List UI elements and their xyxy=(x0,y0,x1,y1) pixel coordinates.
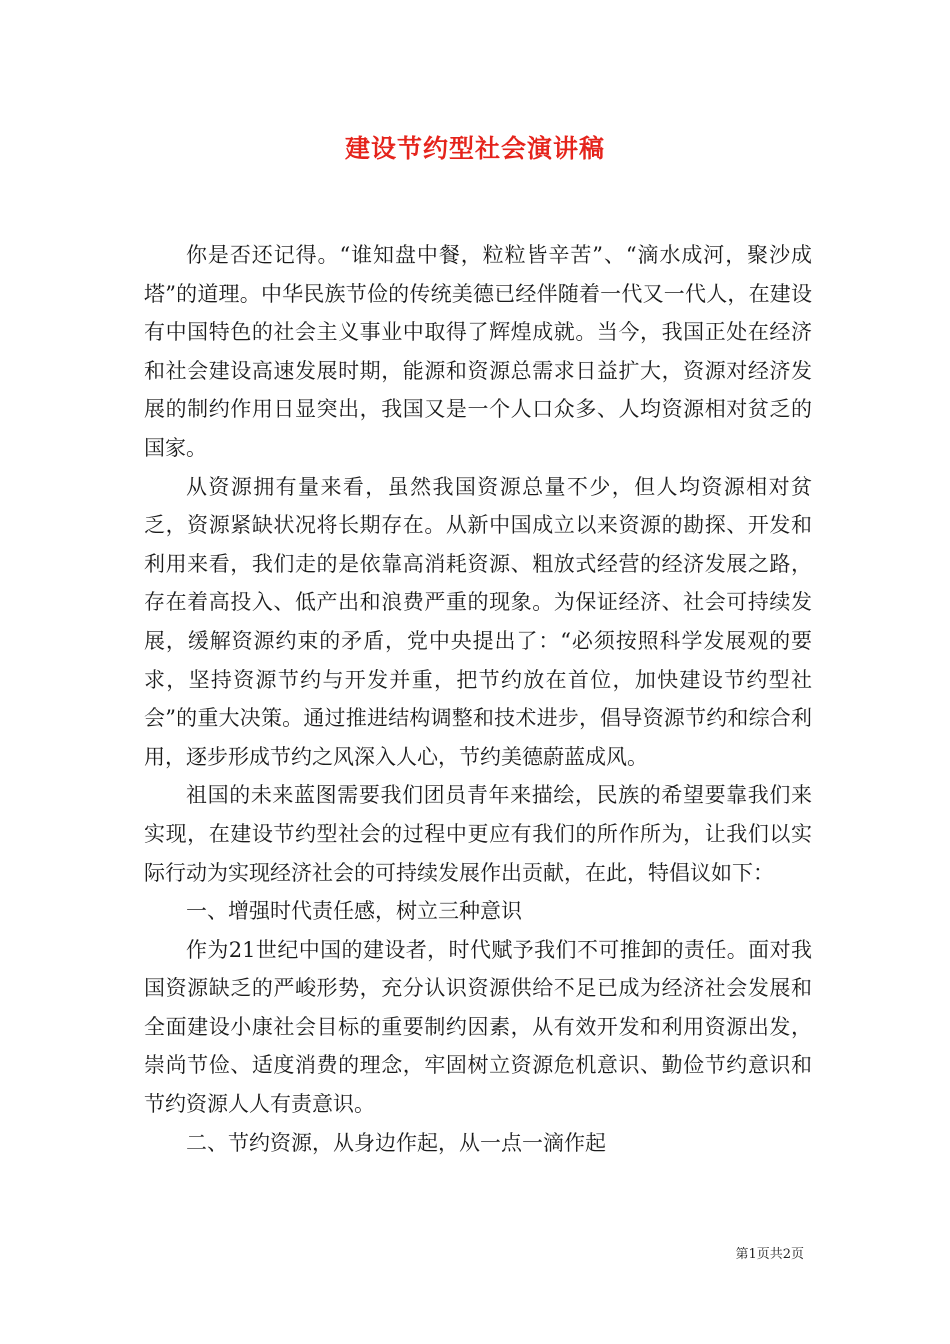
section-heading-2: 二、节约资源，从身边作起，从一点一滴作起 xyxy=(186,1130,606,1155)
paragraph-1: 你是否还记得。“谁知盘中餐，粒粒皆辛苦”、“滴水成河，聚沙成塔”的道理。中华民族节俭的传统美德已经伴随着一代又一代人，在建设有中国特色的社会主义事业中取得了辉煌成就。当今，我国正处在经济和社会建设高速发展时期，能源和资源总需求日益扩大，资源对经济发展的制约作用日显突出，我国又是一个人口众多、人均资源相对贫乏的国家。 xyxy=(144,243,812,460)
paragraph-2: 从资源拥有量来看，虽然我国资源总量不少，但人均资源相对贫乏，资源紧缺状况将长期存在。从新中国成立以来资源的勘探、开发和利用来看，我们走的是依靠高消耗资源、粗放式经营的经济发展之路，存在着高投入、低产出和浪费严重的现象。为保证经济、社会可持续发展，缓解资源约束的矛盾，党中央提出了：“必须按照科学发展观的要求，坚持资源节约与开发并重，把节约放在首位，加快建设节约型社会”的重大决策。通过推进结构调整和技术进步，倡导资源节约和综合利用，逐步形成节约之风深入人心，节约美德蔚蓝成风。 xyxy=(144,474,812,769)
document-body xyxy=(144,236,812,1162)
paragraph-3: 祖国的未来蓝图需要我们团员青年来描绘，民族的希望要靠我们来实现，在建设节约型社会的过程中更应有我们的所作所为，让我们以实际行动为实现经济社会的可持续发展作出贡献，在此，特倡议如下： xyxy=(144,783,812,885)
section-heading-1: 一、增强时代责任感，树立三种意识 xyxy=(186,899,522,924)
document-title: 建设节约型社会演讲稿 xyxy=(344,134,605,163)
paragraph-4: 作为21世纪中国的建设者，时代赋予我们不可推卸的责任。面对我国资源缺乏的严峻形势，充分认识资源供给不足已成为经济社会发展和全面建设小康社会目标的重要制约因素，从有效开发和利用资源出发，崇尚节俭、适度消费的理念，牢固树立资源危机意识、勤俭节约意识和节约资源人人有责意识。 xyxy=(144,937,812,1117)
page-number-footer: 第1页共2页 xyxy=(735,1247,804,1262)
